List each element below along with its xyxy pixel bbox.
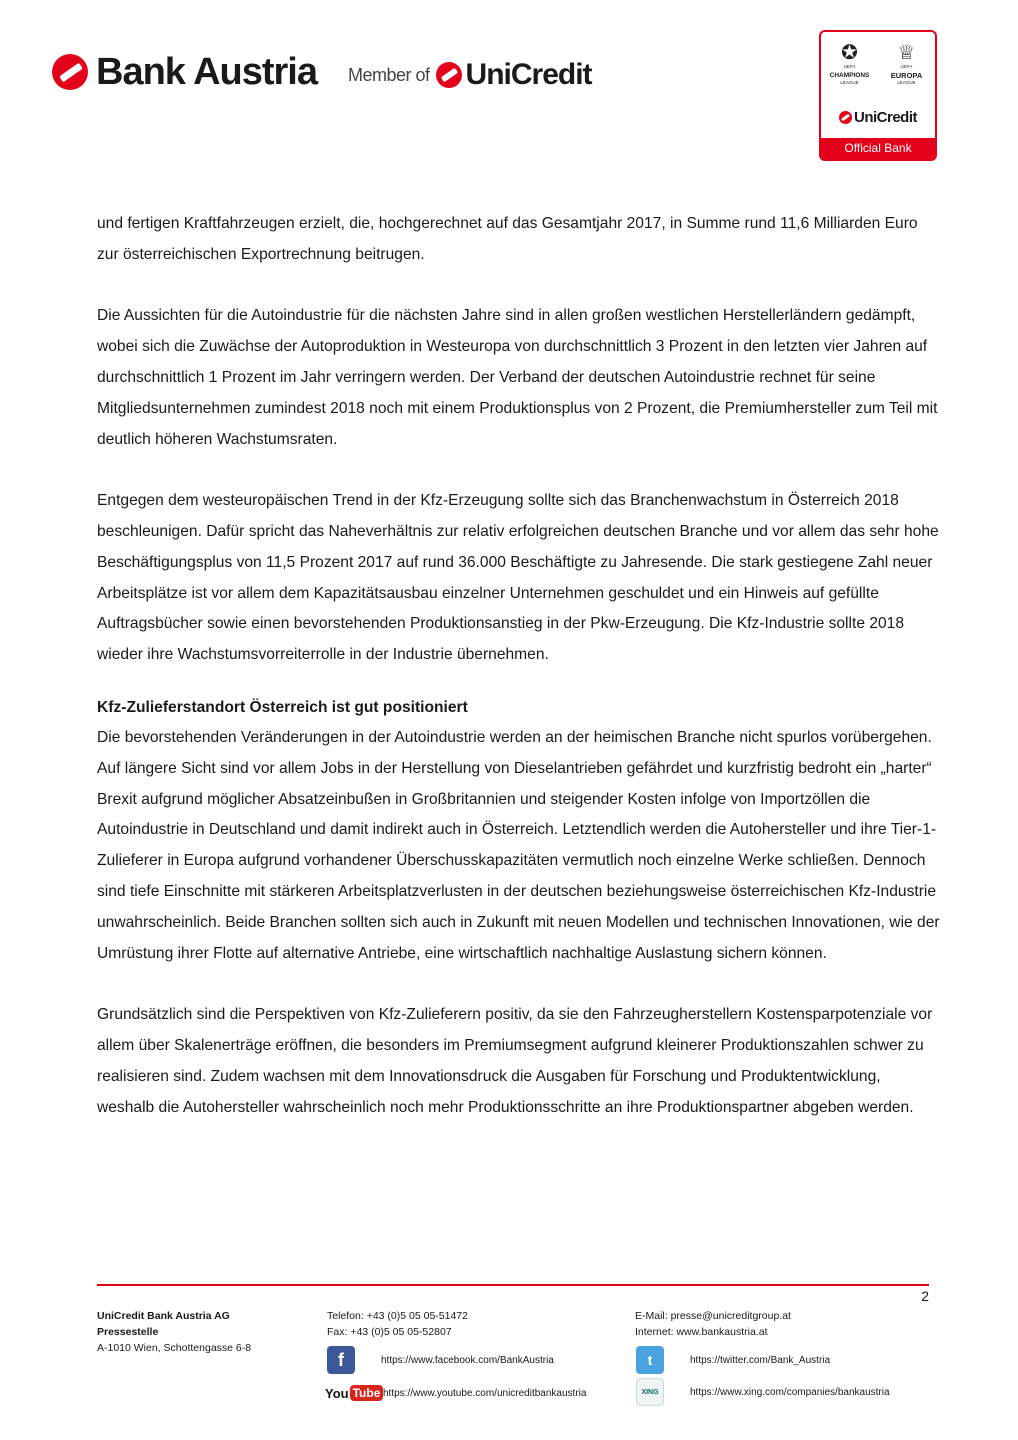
- fax-number: Fax: +43 (0)5 05 05-52807: [327, 1326, 452, 1338]
- europa-league-logo: ♕ UEFA EUROPA LEAGUE: [881, 42, 933, 86]
- page-number: 2: [921, 1288, 929, 1304]
- youtube-link[interactable]: [325, 1381, 586, 1405]
- unicredit-mark-icon: [436, 62, 462, 88]
- youtube-url[interactable]: https://www.youtube.com/unicreditbankaustria: [383, 1387, 587, 1399]
- youtube-icon[interactable]: You Tube: [325, 1381, 373, 1405]
- unicredit-mark-icon: [52, 54, 88, 90]
- twitter-link[interactable]: [636, 1346, 830, 1374]
- bank-austria-logo: [52, 52, 317, 92]
- paragraph-1: und fertigen Kraftfahrzeugen erzielt, die, hochgerechnet auf das Gesamtjahr 2017, in Summe rund 11,6 Milliarden Euro zur österreichischen Exportrechnung beitrugen.: [97, 215, 918, 263]
- paragraph-4: Die bevorstehenden Veränderungen in der Autoindustrie werden an der heimischen Branche nicht spurlos vorübergehen. Auf längere Sicht sind vor allem Jobs in der Herstellung von Dieselantrieben gefährdet und kurzfristig bedroht ein „harter“ Brexit aufgrund möglicher Absatzeinbußen in Großbritannien und steigender Kosten infolge von Importzöllen die Autoindustrie in Deutschland und damit indirekt auch in Österreich. Letztendlich werden die Autohersteller und ihre Tier-1-Zulieferer in Europa aufgrund vorhandener Überschusskapazitäten vermutlich noch einzelne Werke schließen. Dennoch sind tiefe Einschnitte mit stärkeren Arbeitsplatzverlusten in der deutschen beziehungsweise österreichischen Kfz-Industrie unwahrscheinlich. Beide Branchen sollten sich auch in Zukunft mit neuen Modellen und technischen Innovationen, wie der Umrüstung ihrer Flotte auf alternative Antriebe, eine wirtschaftlich nachhaltige Auslastung sichern können.: [97, 728, 940, 962]
- document-body: [97, 209, 942, 1123]
- badge-unicredit-logo: UniCredit: [821, 109, 935, 126]
- phone-number: Telefon: +43 (0)5 05 05-51472: [327, 1310, 468, 1322]
- email-address[interactable]: E-Mail: presse@unicreditgroup.at: [635, 1310, 791, 1322]
- footer-contact-company: [97, 1308, 251, 1356]
- facebook-icon[interactable]: f: [327, 1346, 355, 1374]
- bank-austria-wordmark: Bank Austria: [96, 51, 317, 93]
- department-name: Pressestelle: [97, 1326, 159, 1338]
- champions-league-logo: ✪ UEFA CHAMPIONS LEAGUE: [824, 42, 876, 86]
- member-of-unicredit: [348, 58, 592, 92]
- xing-icon[interactable]: XING: [636, 1378, 664, 1406]
- unicredit-wordmark: UniCredit: [465, 58, 592, 91]
- xing-url[interactable]: https://www.xing.com/companies/bankaustria: [690, 1386, 890, 1398]
- twitter-url[interactable]: https://twitter.com/Bank_Austria: [690, 1354, 831, 1366]
- company-address: A-1010 Wien, Schottengasse 6-8: [97, 1342, 252, 1354]
- unicredit-mark-icon: [839, 111, 852, 124]
- paragraph-2: Die Aussichten für die Autoindustrie für die nächsten Jahre sind in allen großen westlichen Herstellerländern gedämpft, wobei sich die Zuwächse der Autoproduktion in Westeuropa von durchschnittlich 3 Prozent in den letzten vier Jahren auf durchschnittlich 1 Prozent im Jahr verringern werden. Der Verband der deutschen Autoindustrie rechnet für seine Mitgliedsunternehmen zumindest 2018 noch mit einem Produktionsplus von 2 Prozent, die Premiumhersteller zum Teil mit deutlich höheren Wachstumsraten.: [97, 307, 938, 448]
- official-bank-label: Official Bank: [821, 138, 935, 159]
- xing-link[interactable]: [636, 1378, 890, 1406]
- section-heading: Kfz-Zulieferstandort Österreich ist gut positioniert: [97, 698, 468, 716]
- footer-contact-online: [635, 1308, 791, 1340]
- facebook-url[interactable]: https://www.facebook.com/BankAustria: [381, 1354, 554, 1366]
- trophy-icon: ♕: [897, 42, 916, 64]
- facebook-link[interactable]: [327, 1346, 554, 1374]
- footer-contact-phone: [327, 1308, 468, 1340]
- footer-divider: [97, 1284, 929, 1286]
- member-of-text: Member of: [348, 64, 430, 85]
- starball-icon: ✪: [841, 42, 858, 64]
- paragraph-5: Grundsätzlich sind die Perspektiven von Kfz-Zulieferern positiv, da sie den Fahrzeugherstellern Kostensparpotenziale vor allem über Skalenerträge eröffnen, die besonders im Premiumsegment aufgrund kleinerer Produktionszahlen schwer zu realisieren sind. Zudem wachsen mit dem Innovationsdruck die Ausgaben für Forschung und Produktentwicklung, weshalb die Autohersteller wahrscheinlich noch mehr Produktionsschritte an ihre Produktionspartner abgeben werden.: [97, 1006, 933, 1116]
- company-name: UniCredit Bank Austria AG: [97, 1310, 230, 1322]
- official-bank-badge: [819, 30, 937, 161]
- website-address[interactable]: Internet: www.bankaustria.at: [635, 1326, 768, 1338]
- paragraph-3: Entgegen dem westeuropäischen Trend in der Kfz-Erzeugung sollte sich das Branchenwachstum in Österreich 2018 beschleunigen. Dafür spricht das Naheverhältnis zur relativ erfolgreichen deutschen Branche und vor allem das sehr hohe Beschäftigungsplus von 11,5 Prozent 2017 auf rund 36.000 Beschäftigte zu Jahresende. Die stark gestiegene Zahl neuer Arbeitsplätze ist vor allem dem Kapazitätsausbau einzelner Unternehmen geschuldet und ein Hinweis auf gefüllte Auftragsbücher sowie einen bevorstehenden Produktionsanstieg in der Pkw-Erzeugung. Die Kfz-Industrie sollte 2018 wieder ihre Wachstumsvorreiterrolle in der Industrie übernehmen.: [97, 492, 939, 664]
- twitter-icon[interactable]: t: [636, 1346, 664, 1374]
- page-header: [0, 0, 1018, 180]
